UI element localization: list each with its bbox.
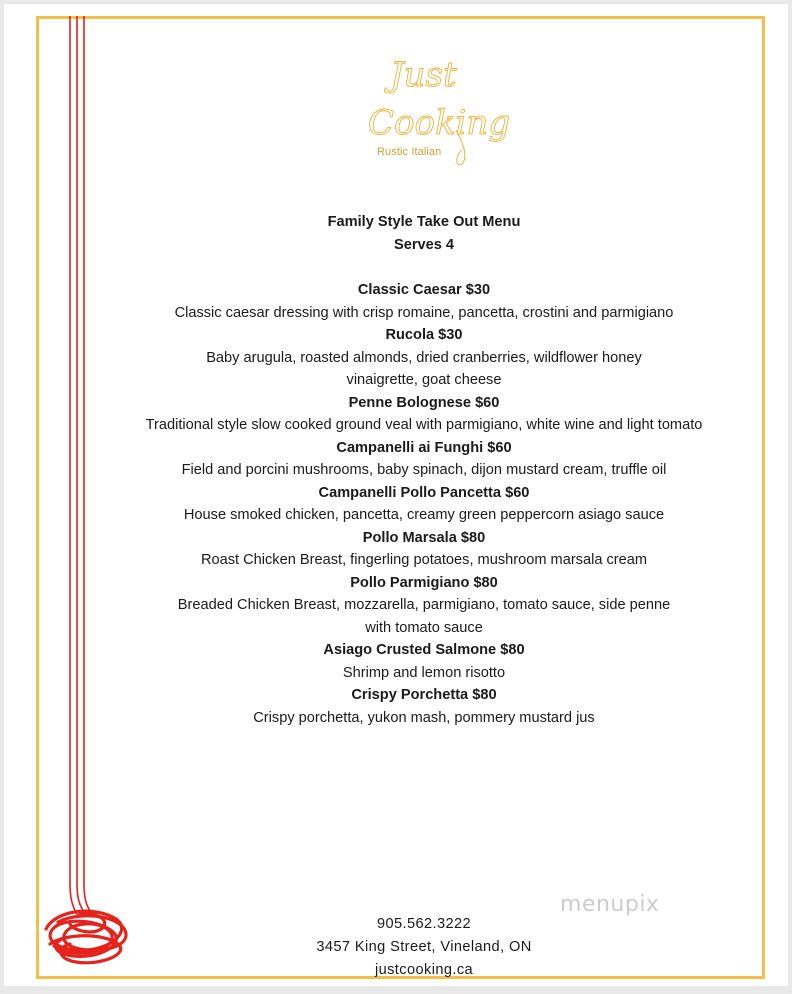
website-link[interactable]: justcooking.ca — [374, 962, 474, 978]
menu-item-title: Asiago Crusted Salmone $80 — [323, 642, 525, 658]
menu-title: Family Style Take Out Menu — [327, 214, 521, 230]
menu-page — [4, 4, 788, 986]
menu-item-title: Penne Bolognese $60 — [348, 394, 500, 411]
menu-item-title: Rucola $30 — [385, 327, 463, 343]
street-address: 3457 King Street, Vineland, ON — [316, 939, 532, 955]
menu-item-title: Campanelli Pollo Pancetta $60 — [318, 484, 530, 501]
menu-item-description: House smoked chicken, pancetta, creamy green peppercorn asiago sauce — [183, 507, 665, 523]
menu-serves: Serves 4 — [393, 236, 455, 253]
menu-item-description: Roast Chicken Breast, fingerling potatoes, mushroom marsala cream — [200, 552, 648, 568]
menu-item-title: Pollo Marsala $80 — [362, 529, 486, 546]
menu-item-description: Traditional style slow cooked ground veal with parmigiano, white wine and light tomato — [145, 417, 703, 433]
menu-item-description: Baby arugula, roasted almonds, dried cranberries, wildflower honey vinaigrette, goat cheese — [206, 349, 642, 388]
menu-item-title: Classic Caesar $30 — [357, 282, 491, 298]
phone-number[interactable]: 905.562.3222 — [376, 916, 472, 932]
logo-word-just: Just — [390, 55, 457, 95]
menu-item-description: Field and porcini mushrooms, baby spinach, dijon mustard cream, truffle oil — [181, 462, 667, 478]
logo-tagline: Rustic Italian — [377, 146, 442, 158]
logo-word-cooking: Cooking — [368, 103, 511, 143]
menu-item-description: Breaded Chicken Breast, mozzarella, parmigiano, tomato sauce, side penne with tomato sauce — [177, 597, 671, 636]
spacer — [140, 256, 708, 279]
restaurant-contact — [254, 913, 594, 982]
menu-item-description: Classic caesar dressing with crisp romaine, pancetta, crostini and parmigiano — [174, 304, 674, 321]
menu-item-description: Shrimp and lemon risotto — [342, 664, 506, 681]
menu-item-description: Crispy porchetta, yukon mash, pommery mustard jus — [253, 709, 595, 726]
menu-item-title: Campanelli ai Funghi $60 — [336, 439, 512, 456]
menu-item-title: Crispy Porchetta $80 — [351, 687, 497, 703]
menu-content — [140, 211, 708, 729]
menu-item-title: Pollo Parmigiano $80 — [350, 574, 498, 591]
menupix-watermark: menupix — [560, 892, 660, 917]
